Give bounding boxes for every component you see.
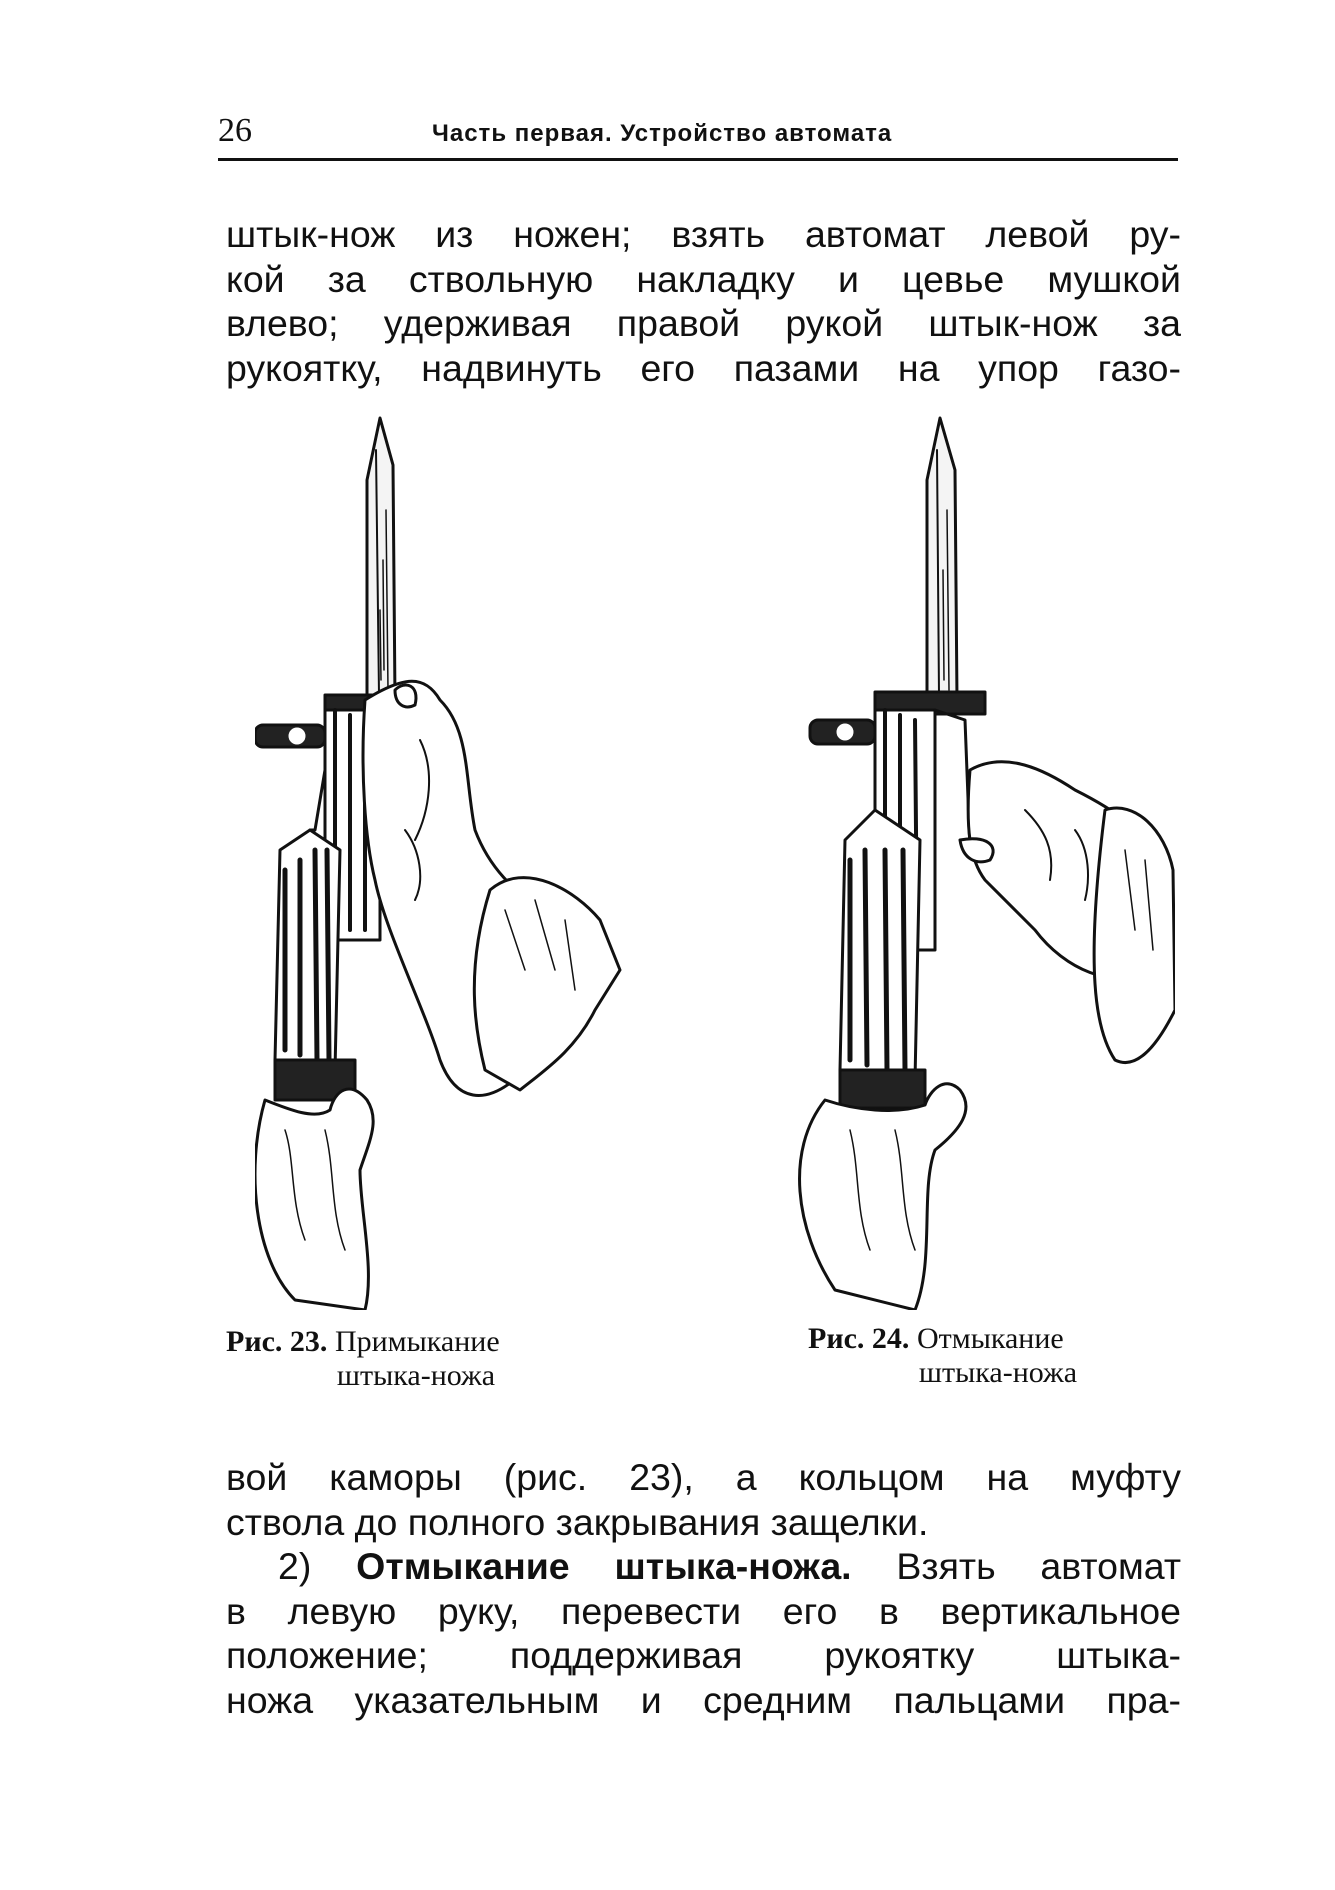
text-run: Взять автомат [851, 1545, 1181, 1587]
list-number: 2) [278, 1545, 357, 1587]
paragraph-bottom [226, 1455, 1181, 1722]
caption-line: штыка-ножа [918, 1356, 1078, 1389]
text-line [226, 1544, 1181, 1589]
bayonet-detach-drawing [745, 410, 1175, 1310]
running-head [218, 108, 1178, 161]
text-line: штык-нож из ножен; взять автомат левой ру- [226, 213, 1181, 255]
text-line: рукоятку, надвинуть его пазами на упор газо- [226, 346, 1181, 389]
figure-23-illustration [255, 410, 625, 1310]
caption-label: Рис. 23. [226, 1325, 328, 1358]
figure-23-caption [226, 1325, 606, 1393]
caption-line [808, 1322, 1188, 1356]
text-line: в левую руку, перевести его в вертикальное [226, 1589, 1181, 1632]
caption-line: штыка-ножа [336, 1359, 496, 1392]
text-line: влево; удерживая правой рукой штык-нож за [226, 302, 1181, 344]
caption-line [226, 1325, 606, 1359]
section-heading: Отмыкание штыка-ножа. [356, 1545, 852, 1587]
caption-title: Отмыкание [916, 1322, 1064, 1355]
text-line: положение; поддерживая рукоятку штыка- [226, 1634, 1181, 1676]
text-line: ствола до полного закрывания защелки. [226, 1500, 929, 1543]
bayonet-attach-drawing [255, 410, 625, 1310]
text-line: ножа указательным и средним пальцами пра- [226, 1678, 1181, 1721]
figure-24-caption [808, 1322, 1188, 1390]
page-number: 26 [218, 112, 252, 149]
figure-24-illustration [745, 410, 1175, 1310]
running-title: Часть первая. Устройство автомата [432, 120, 893, 147]
paragraph-top [226, 212, 1181, 390]
text-line: кой за ствольную накладку и цевье мушкой [226, 257, 1181, 300]
caption-label: Рис. 24. [808, 1322, 910, 1355]
text-line: вой каморы (рис. 23), а кольцом на муфту [226, 1456, 1181, 1498]
caption-title: Примыкание [334, 1325, 500, 1358]
